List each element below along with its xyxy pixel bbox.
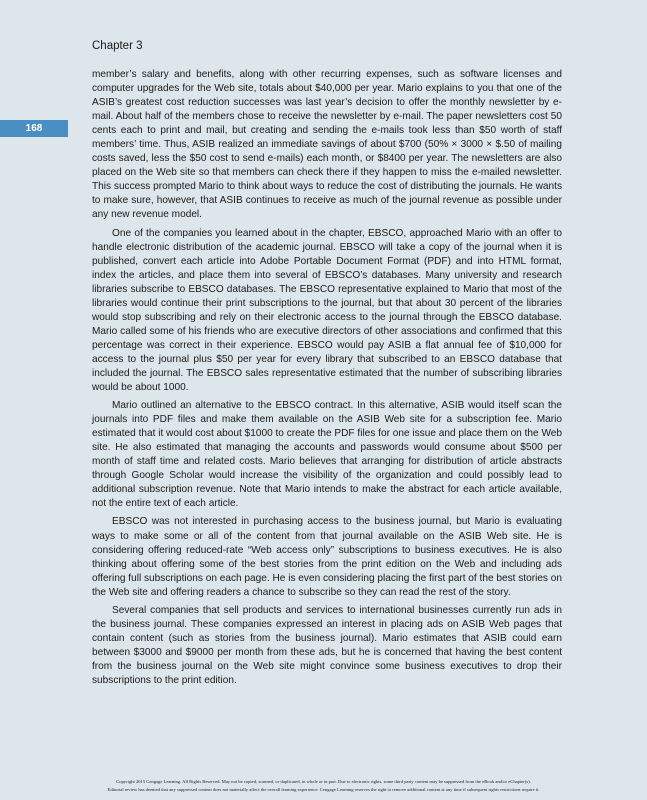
paragraph-4: EBSCO was not interested in purchasing access to the business journal, but Mario is evaluating ways to make some or all of the content from that journal available on the ASIB Web site. He is considering offering reduced-rate “Web access only” subscriptions to business executives. He is also thinking about offering some of the best stories from the print edition on the Web and including ads offering full subscriptions on each page. He is even considering placing the first part of the best stories on the Web site and offering readers a chance to subscribe so they can read the rest of the story. bbox=[92, 516, 563, 598]
chapter-label: Chapter 3 bbox=[92, 40, 143, 52]
copyright-line-2: Editorial review has deemed that any suppressed content does not materially affect the overall learning experience. Cengage Learning reserves the right to remove additional content at any time if subsequent rights restrictions require it. bbox=[107, 787, 540, 792]
copyright-line-1: Copyright 2015 Cengage Learning. All Rights Reserved. May not be copied, scanned, or duplicated, in whole or in part. Due to electronic rights, some third party content may be suppressed from the eBook and/or eChapter(s). bbox=[116, 779, 531, 784]
page-number-badge: 168 bbox=[0, 120, 68, 137]
body-text bbox=[92, 68, 562, 692]
paragraph-2: One of the companies you learned about in the chapter, EBSCO, approached Mario with an offer to handle electronic distribution of the academic journal. EBSCO will take a copy of the journal when it is published, convert each article into Adobe Portable Document Format (PDF) and into HTML format, index the articles, and place them into several of EBSCO’s databases. Many university and research libraries subscribe to EBSCO databases. The EBSCO representative explained to Mario that most of the libraries would continue their print subscriptions to the journal, but that about 30 percent of the libraries would stop subscribing and rely on their electronic access to the journal through the EBSCO database. Mario called some of his friends who are executive directors of other associations and confirmed that this percentage was correct in their experience. EBSCO would pay ASIB a flat annual fee of $10,000 for access to the journal plus $50 per year for every library that subscribed to an EBSCO database that included the journal. The EBSCO sales representative estimated that the number of subscribing libraries would be about 1000. bbox=[92, 227, 562, 394]
copyright-footer bbox=[0, 778, 647, 794]
paragraph-5: Several companies that sell products and services to international businesses currently run ads in the business journal. These companies expressed an interest in placing ads on ASIB Web pages that contain content (such as stories from the business journal). Mario estimates that ASIB could earn between $3000 and $9000 per month from these ads, but he is concerned that having the best content from the business journal on the Web site might convince some business executives to drop their subscriptions to the print edition. bbox=[92, 604, 562, 686]
paragraph-1: member’s salary and benefits, along with other recurring expenses, such as software licenses and computer upgrades for the Web site, totals about $40,000 per year. Mario explains to you that one of the ASIB’s greatest cost reduction successes was last year’s decision to offer the monthly newsletter by e-mail. About half of the members chose to receive the newsletter by e-mail. The paper newsletters cost 50 cents each to print and mail, but creating and sending the e-mails took less than $50 worth of staff members’ time. Thus, ASIB realized an immediate savings of about $700 (50% × 3000 × $.50 of mailing costs saved, less the $50 cost to send e-mails) each month, or $8400 per year. The newsletters are also placed on the Web site so that members can check there if they happen to miss the e-mailed newsletter. This success prompted Mario to think about ways to reduce the cost of distributing the journals. He wants to make sure, however, that ASIB continues to receive as much of the journal revenue as possible under any new revenue model. bbox=[92, 69, 562, 221]
paragraph-3: Mario outlined an alternative to the EBSCO contract. In this alternative, ASIB would itself scan the journals into PDF files and make them available on the ASIB Web site for a subscription fee. Mario estimated that it would cost about $1000 to create the PDF files for one issue and place them on the Web site. He also estimated that managing the accounts and passwords would consume about $500 per month of staff time and related costs. Mario believes that arranging for distribution of article abstracts through Google Scholar would increase the visibility of the organization and could possibly lead to additional subscription revenue. Note that Mario intends to make the abstract for each article available, not the entire text of each article. bbox=[92, 400, 563, 510]
